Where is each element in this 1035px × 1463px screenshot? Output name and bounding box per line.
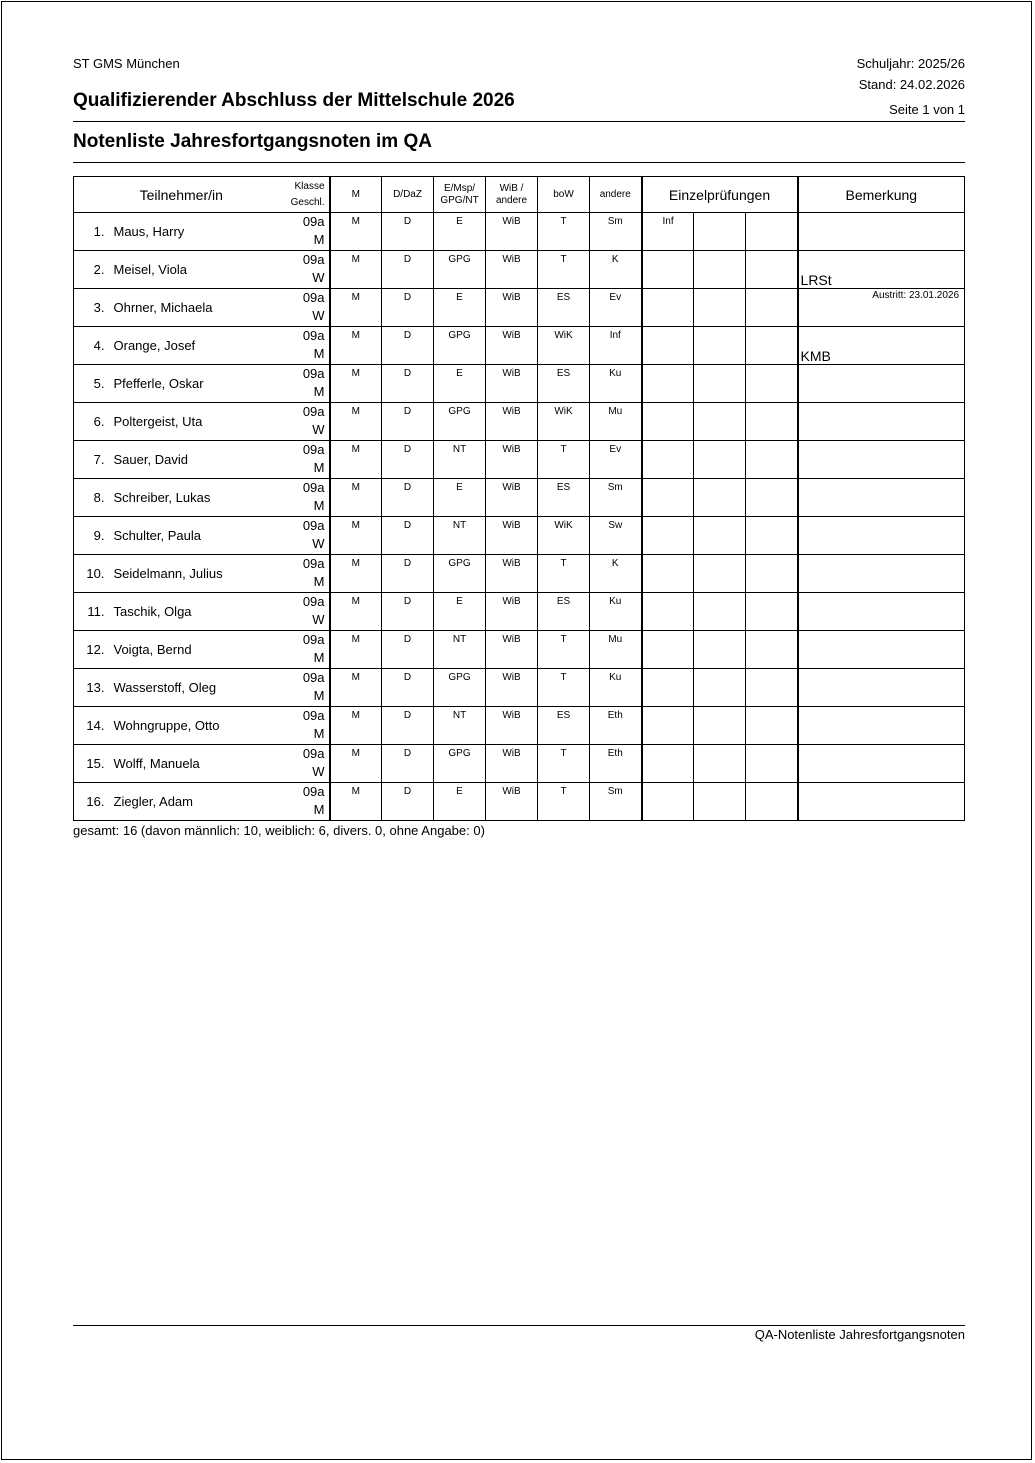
row-number: 14. xyxy=(74,707,109,745)
subject-d: D xyxy=(382,251,434,289)
einzelpruefung-1 xyxy=(642,593,694,631)
header-bemerkung: Bemerkung xyxy=(798,177,965,213)
subject-andere: Sm xyxy=(590,479,642,517)
subject-wib: WiB xyxy=(486,593,538,631)
einzelpruefung-3 xyxy=(746,593,798,631)
subject-andere: Ku xyxy=(590,593,642,631)
student-name: Meisel, Viola xyxy=(109,251,289,289)
row-number: 2. xyxy=(74,251,109,289)
einzelpruefung-1 xyxy=(642,289,694,327)
class-gender xyxy=(289,251,330,289)
gender-value: W xyxy=(312,422,325,437)
class-gender xyxy=(289,403,330,441)
einzelpruefung-2 xyxy=(694,327,746,365)
header-m: M xyxy=(330,177,382,213)
subject-d: D xyxy=(382,213,434,251)
subject-wib: WiB xyxy=(486,517,538,555)
subject-andere: Sm xyxy=(590,783,642,821)
einzelpruefung-2 xyxy=(694,403,746,441)
class-gender xyxy=(289,517,330,555)
subject-wib: WiB xyxy=(486,707,538,745)
subject-d: D xyxy=(382,555,434,593)
class-gender xyxy=(289,213,330,251)
table-row xyxy=(74,593,965,631)
table-row xyxy=(74,517,965,555)
divider xyxy=(73,162,965,163)
student-name: Wasserstoff, Oleg xyxy=(109,669,289,707)
subject-andere: Sm xyxy=(590,213,642,251)
header-wib-line2: andere xyxy=(495,194,528,206)
table-row xyxy=(74,707,965,745)
table-row xyxy=(74,745,965,783)
subject-bow: T xyxy=(538,669,590,707)
subject-e: GPG xyxy=(434,669,486,707)
student-name: Wohngruppe, Otto xyxy=(109,707,289,745)
einzelpruefung-1 xyxy=(642,441,694,479)
footer-text: QA-Notenliste Jahresfortgangsnoten xyxy=(754,1327,965,1342)
class-gender xyxy=(289,669,330,707)
student-name: Schulter, Paula xyxy=(109,517,289,555)
subject-m: M xyxy=(330,365,382,403)
subject-wib: WiB xyxy=(486,441,538,479)
einzelpruefung-2 xyxy=(694,631,746,669)
subject-bow: ES xyxy=(538,365,590,403)
einzelpruefung-2 xyxy=(694,669,746,707)
einzelpruefung-2 xyxy=(694,555,746,593)
student-name: Wolff, Manuela xyxy=(109,745,289,783)
student-name: Pfefferle, Oskar xyxy=(109,365,289,403)
subject-wib: WiB xyxy=(486,631,538,669)
subject-e: E xyxy=(434,213,486,251)
subject-m: M xyxy=(330,479,382,517)
class-value: 09a xyxy=(302,290,325,305)
subject-e: GPG xyxy=(434,745,486,783)
gender-value: W xyxy=(312,270,325,285)
table-row xyxy=(74,631,965,669)
class-value: 09a xyxy=(302,518,325,533)
gender-value: M xyxy=(313,346,325,361)
einzelpruefung-1: Inf xyxy=(642,213,694,251)
subject-andere: Ku xyxy=(590,669,642,707)
subject-m: M xyxy=(330,707,382,745)
header-teilnehmer: Teilnehmer/in xyxy=(74,177,289,213)
class-gender xyxy=(289,479,330,517)
subject-andere: Ku xyxy=(590,365,642,403)
bemerkung-cell xyxy=(798,593,965,631)
subject-bow: T xyxy=(538,745,590,783)
einzelpruefung-3 xyxy=(746,517,798,555)
einzelpruefung-1 xyxy=(642,669,694,707)
header-klasse xyxy=(289,177,330,213)
bemerkung-cell xyxy=(798,517,965,555)
subject-andere: K xyxy=(590,251,642,289)
einzelpruefung-1 xyxy=(642,479,694,517)
class-gender xyxy=(289,441,330,479)
class-value: 09a xyxy=(302,328,325,343)
einzelpruefung-3 xyxy=(746,251,798,289)
bemerkung-cell xyxy=(798,631,965,669)
row-number: 12. xyxy=(74,631,109,669)
student-name: Ohrner, Michaela xyxy=(109,289,289,327)
bemerkung-cell xyxy=(798,783,965,821)
class-value: 09a xyxy=(302,784,325,799)
subject-e: NT xyxy=(434,441,486,479)
student-name: Orange, Josef xyxy=(109,327,289,365)
einzelpruefung-3 xyxy=(746,403,798,441)
einzelpruefung-2 xyxy=(694,479,746,517)
class-value: 09a xyxy=(302,632,325,647)
subject-e: GPG xyxy=(434,403,486,441)
subject-m: M xyxy=(330,745,382,783)
document-title: Qualifizierender Abschluss der Mittelschule 2026 xyxy=(73,90,515,111)
subject-m: M xyxy=(330,555,382,593)
class-gender xyxy=(289,327,330,365)
einzelpruefung-2 xyxy=(694,707,746,745)
header-d: D/DaZ xyxy=(382,177,434,213)
subject-wib: WiB xyxy=(486,669,538,707)
subject-e: E xyxy=(434,593,486,631)
einzelpruefung-2 xyxy=(694,783,746,821)
einzelpruefung-3 xyxy=(746,707,798,745)
table-row xyxy=(74,441,965,479)
row-number: 15. xyxy=(74,745,109,783)
class-value: 09a xyxy=(302,252,325,267)
class-value: 09a xyxy=(302,594,325,609)
einzelpruefung-2 xyxy=(694,745,746,783)
student-name: Seidelmann, Julius xyxy=(109,555,289,593)
subject-d: D xyxy=(382,289,434,327)
gender-value: M xyxy=(313,498,325,513)
class-gender xyxy=(289,289,330,327)
subject-m: M xyxy=(330,403,382,441)
header-andere: andere xyxy=(590,177,642,213)
einzelpruefung-2 xyxy=(694,289,746,327)
table-row xyxy=(74,213,965,251)
gender-value: W xyxy=(312,764,325,779)
subject-m: M xyxy=(330,593,382,631)
subject-e: E xyxy=(434,479,486,517)
table-row xyxy=(74,555,965,593)
student-name: Maus, Harry xyxy=(109,213,289,251)
gender-value: M xyxy=(313,688,325,703)
school-year: Schuljahr: 2025/26 xyxy=(856,56,965,71)
subject-m: M xyxy=(330,289,382,327)
subject-e: E xyxy=(434,289,486,327)
subject-d: D xyxy=(382,783,434,821)
page-number: Seite 1 von 1 xyxy=(889,102,965,117)
subject-bow: WiK xyxy=(538,327,590,365)
row-number: 7. xyxy=(74,441,109,479)
subject-wib: WiB xyxy=(486,555,538,593)
class-gender xyxy=(289,783,330,821)
subject-bow: T xyxy=(538,441,590,479)
subject-d: D xyxy=(382,479,434,517)
header-klasse-label: Klasse xyxy=(294,180,325,192)
bemerkung-cell xyxy=(798,441,965,479)
subject-m: M xyxy=(330,783,382,821)
einzelpruefung-1 xyxy=(642,707,694,745)
subject-m: M xyxy=(330,251,382,289)
subject-wib: WiB xyxy=(486,365,538,403)
class-value: 09a xyxy=(302,556,325,571)
subject-e: E xyxy=(434,783,486,821)
subject-bow: WiK xyxy=(538,517,590,555)
subject-bow: T xyxy=(538,251,590,289)
class-value: 09a xyxy=(302,480,325,495)
table-row xyxy=(74,479,965,517)
row-number: 4. xyxy=(74,327,109,365)
class-value: 09a xyxy=(302,746,325,761)
bemerkung-cell xyxy=(798,327,965,365)
subject-e: NT xyxy=(434,707,486,745)
class-value: 09a xyxy=(302,366,325,381)
einzelpruefung-3 xyxy=(746,289,798,327)
subject-andere: Ev xyxy=(590,289,642,327)
row-number: 9. xyxy=(74,517,109,555)
subject-e: GPG xyxy=(434,555,486,593)
einzelpruefung-1 xyxy=(642,745,694,783)
bemerkung-cell xyxy=(798,365,965,403)
table-row xyxy=(74,783,965,821)
einzelpruefung-3 xyxy=(746,213,798,251)
subject-wib: WiB xyxy=(486,289,538,327)
row-number: 11. xyxy=(74,593,109,631)
subject-andere: Eth xyxy=(590,745,642,783)
subject-andere: K xyxy=(590,555,642,593)
gender-value: M xyxy=(313,232,325,247)
class-value: 09a xyxy=(302,214,325,229)
subject-bow: T xyxy=(538,555,590,593)
gender-value: M xyxy=(313,384,325,399)
subject-d: D xyxy=(382,517,434,555)
header-einzelpruefungen: Einzelprüfungen xyxy=(642,177,798,213)
subject-bow: T xyxy=(538,213,590,251)
bemerkung-cell xyxy=(798,403,965,441)
table-row xyxy=(74,403,965,441)
list-title: Notenliste Jahresfortgangsnoten im QA xyxy=(73,131,432,152)
header-wib xyxy=(486,177,538,213)
einzelpruefung-2 xyxy=(694,593,746,631)
row-number: 10. xyxy=(74,555,109,593)
subject-d: D xyxy=(382,593,434,631)
subject-wib: WiB xyxy=(486,745,538,783)
bemerkung-cell xyxy=(798,251,965,289)
subject-d: D xyxy=(382,327,434,365)
gender-value: W xyxy=(312,308,325,323)
subject-e: GPG xyxy=(434,251,486,289)
einzelpruefung-2 xyxy=(694,441,746,479)
class-value: 09a xyxy=(302,670,325,685)
einzelpruefung-2 xyxy=(694,517,746,555)
einzelpruefung-1 xyxy=(642,631,694,669)
subject-andere: Mu xyxy=(590,631,642,669)
einzelpruefung-3 xyxy=(746,365,798,403)
subject-bow: WiK xyxy=(538,403,590,441)
subject-e: GPG xyxy=(434,327,486,365)
gender-value: M xyxy=(313,460,325,475)
subject-bow: ES xyxy=(538,479,590,517)
einzelpruefung-1 xyxy=(642,327,694,365)
header-geschl-label: Geschl. xyxy=(290,196,325,208)
einzelpruefung-2 xyxy=(694,365,746,403)
class-gender xyxy=(289,365,330,403)
student-name: Sauer, David xyxy=(109,441,289,479)
class-gender xyxy=(289,707,330,745)
bemerkung-text: LRSt xyxy=(800,272,832,288)
einzelpruefung-3 xyxy=(746,631,798,669)
subject-d: D xyxy=(382,745,434,783)
date-stand: Stand: 24.02.2026 xyxy=(858,77,965,92)
student-name: Poltergeist, Uta xyxy=(109,403,289,441)
header-e-line1: E/Msp/ xyxy=(443,182,476,194)
bemerkung-cell xyxy=(798,745,965,783)
header-e-line2: GPG/NT xyxy=(440,194,479,206)
header-bow: boW xyxy=(538,177,590,213)
subject-d: D xyxy=(382,403,434,441)
subject-bow: ES xyxy=(538,707,590,745)
einzelpruefung-3 xyxy=(746,479,798,517)
einzelpruefung-3 xyxy=(746,745,798,783)
bemerkung-note: Austritt: 23.01.2026 xyxy=(872,290,960,301)
row-number: 8. xyxy=(74,479,109,517)
bemerkung-cell xyxy=(798,213,965,251)
student-name: Taschik, Olga xyxy=(109,593,289,631)
einzelpruefung-1 xyxy=(642,517,694,555)
subject-wib: WiB xyxy=(486,327,538,365)
einzelpruefung-3 xyxy=(746,441,798,479)
header-wib-line1: WiB / xyxy=(499,182,524,194)
subject-d: D xyxy=(382,707,434,745)
summary-text: gesamt: 16 (davon männlich: 10, weiblich: 6, divers. 0, ohne Angabe: 0) xyxy=(73,823,485,838)
bemerkung-cell xyxy=(798,555,965,593)
einzelpruefung-1 xyxy=(642,783,694,821)
gender-value: W xyxy=(312,612,325,627)
divider xyxy=(73,121,965,122)
subject-wib: WiB xyxy=(486,251,538,289)
einzelpruefung-1 xyxy=(642,555,694,593)
gender-value: M xyxy=(313,650,325,665)
subject-e: E xyxy=(434,365,486,403)
school-name: ST GMS München xyxy=(73,56,180,71)
subject-m: M xyxy=(330,669,382,707)
subject-wib: WiB xyxy=(486,403,538,441)
subject-m: M xyxy=(330,213,382,251)
subject-andere: Inf xyxy=(590,327,642,365)
gender-value: M xyxy=(313,802,325,817)
gender-value: W xyxy=(312,536,325,551)
einzelpruefung-3 xyxy=(746,669,798,707)
einzelpruefung-1 xyxy=(642,251,694,289)
einzelpruefung-2 xyxy=(694,251,746,289)
class-gender xyxy=(289,555,330,593)
einzelpruefung-1 xyxy=(642,365,694,403)
subject-e: NT xyxy=(434,631,486,669)
subject-bow: ES xyxy=(538,289,590,327)
row-number: 16. xyxy=(74,783,109,821)
table-header-row xyxy=(74,177,965,213)
einzelpruefung-1 xyxy=(642,403,694,441)
subject-m: M xyxy=(330,441,382,479)
table-row xyxy=(74,289,965,327)
footer-divider xyxy=(73,1325,965,1326)
table-row xyxy=(74,365,965,403)
subject-andere: Ev xyxy=(590,441,642,479)
bemerkung-cell xyxy=(798,289,965,327)
student-name: Ziegler, Adam xyxy=(109,783,289,821)
subject-m: M xyxy=(330,327,382,365)
class-value: 09a xyxy=(302,442,325,457)
table-row xyxy=(74,669,965,707)
row-number: 13. xyxy=(74,669,109,707)
subject-andere: Mu xyxy=(590,403,642,441)
einzelpruefung-3 xyxy=(746,783,798,821)
subject-m: M xyxy=(330,517,382,555)
table-row xyxy=(74,251,965,289)
einzelpruefung-2 xyxy=(694,213,746,251)
student-name: Voigta, Bernd xyxy=(109,631,289,669)
subject-wib: WiB xyxy=(486,783,538,821)
subject-e: NT xyxy=(434,517,486,555)
row-number: 1. xyxy=(74,213,109,251)
header-e xyxy=(434,177,486,213)
class-value: 09a xyxy=(302,404,325,419)
gender-value: M xyxy=(313,726,325,741)
subject-m: M xyxy=(330,631,382,669)
subject-bow: ES xyxy=(538,593,590,631)
student-name: Schreiber, Lukas xyxy=(109,479,289,517)
row-number: 5. xyxy=(74,365,109,403)
subject-andere: Sw xyxy=(590,517,642,555)
subject-bow: T xyxy=(538,783,590,821)
einzelpruefung-3 xyxy=(746,327,798,365)
subject-d: D xyxy=(382,631,434,669)
subject-wib: WiB xyxy=(486,213,538,251)
subject-d: D xyxy=(382,365,434,403)
grades-table xyxy=(73,176,965,821)
row-number: 3. xyxy=(74,289,109,327)
subject-wib: WiB xyxy=(486,479,538,517)
gender-value: M xyxy=(313,574,325,589)
class-gender xyxy=(289,631,330,669)
class-value: 09a xyxy=(302,708,325,723)
subject-d: D xyxy=(382,669,434,707)
class-gender xyxy=(289,745,330,783)
bemerkung-cell xyxy=(798,707,965,745)
subject-andere: Eth xyxy=(590,707,642,745)
row-number: 6. xyxy=(74,403,109,441)
bemerkung-cell xyxy=(798,479,965,517)
bemerkung-text: KMB xyxy=(800,348,831,364)
einzelpruefung-3 xyxy=(746,555,798,593)
class-gender xyxy=(289,593,330,631)
subject-d: D xyxy=(382,441,434,479)
table-row xyxy=(74,327,965,365)
bemerkung-cell xyxy=(798,669,965,707)
subject-bow: T xyxy=(538,631,590,669)
